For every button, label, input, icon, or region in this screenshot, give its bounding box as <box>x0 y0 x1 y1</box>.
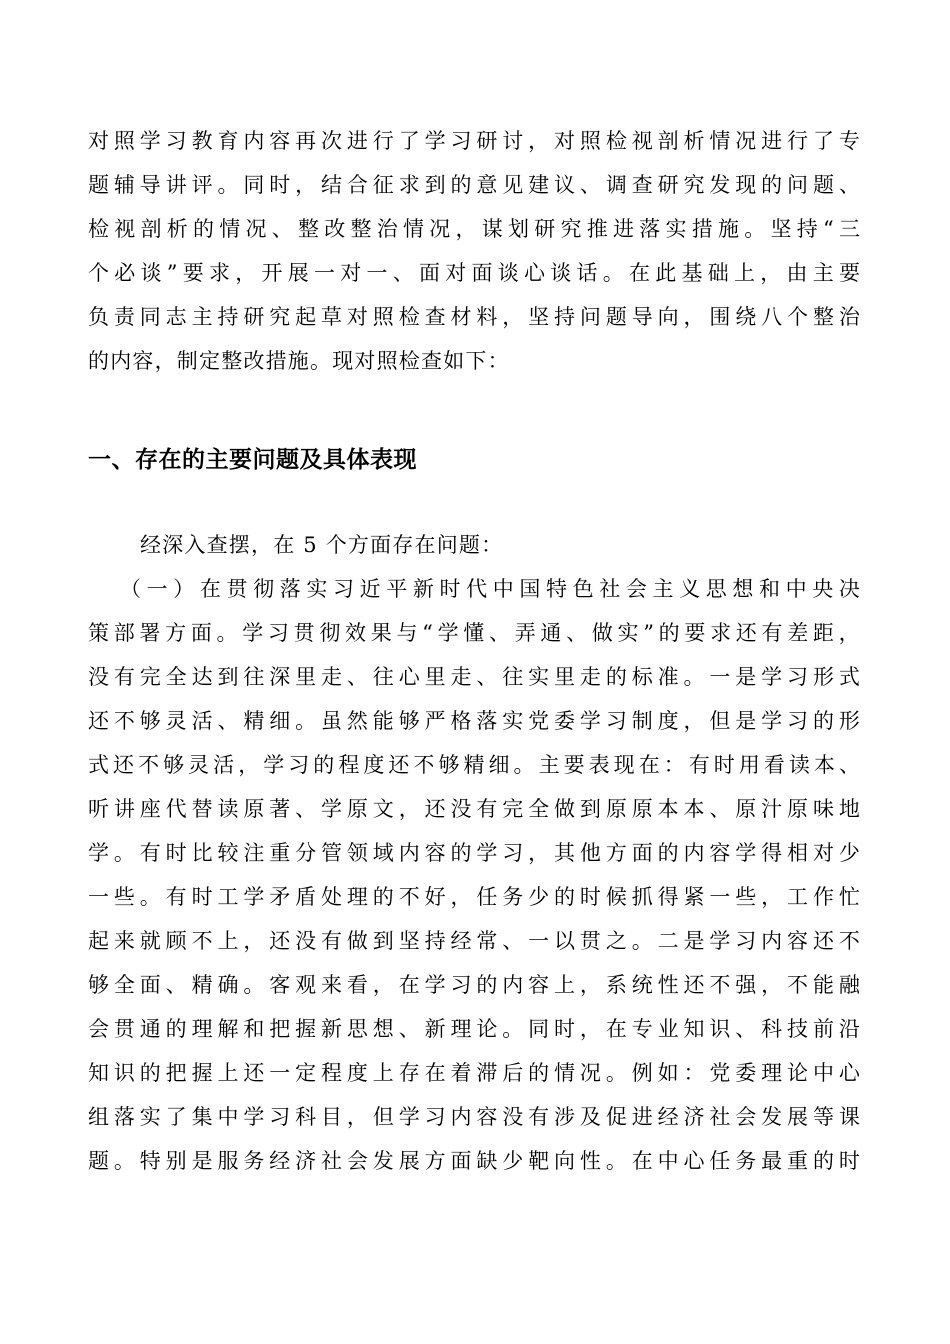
text-line: 够 全 面 、 精 确 。 客 观 来 看 ， 在 学 习 的 内 容 上 ， 系 统 性 还 不 强 ， 不 能 融 <box>88 973 860 997</box>
text-line: 式 还 不 够 灵 活 ， 学 习 的 程 度 还 不 够 精 细 。 主 要 表 现 在 ： 有 时 用 看 读 本 、 <box>88 753 860 777</box>
section-heading: 一、存在的主要问题及具体表现 <box>88 447 417 473</box>
summary-line: 经深入查摆，在 5 个方面存在问题： <box>140 533 504 557</box>
text-line: 还 不 够 灵 活 、 精 细 。 虽 然 能 够 严 格 落 实 党 委 学 习 制 度 ， 但 是 学 习 的 形 <box>88 709 860 733</box>
text-line: 对 照 学 习 教 育 内 容 再 次 进 行 了 学 习 研 讨 ， 对 照 检 视 剖 析 情 况 进 行 了 专 <box>88 129 860 153</box>
text-line: 没 有 完 全 达 到 往 深 里 走 、 往 心 里 走 、 往 实 里 走 的 标 准 。 一 是 学 习 形 式 <box>88 665 860 689</box>
text-line: 负 责 同 志 主 持 研 究 起 草 对 照 检 查 材 料 ， 坚 持 问 题 导 向 ， 围 绕 八 个 整 治 <box>88 305 860 329</box>
text-line: 一 些 。 有 时 工 学 矛 盾 处 理 的 不 好 ， 任 务 少 的 时 候 抓 得 紧 一 些 ， 工 作 忙 <box>88 885 860 909</box>
text-line: 起 来 就 顾 不 上 ， 还 没 有 做 到 坚 持 经 常 、 一 以 贯 之 。 二 是 学 习 内 容 还 不 <box>88 929 860 953</box>
text-line: 组 落 实 了 集 中 学 习 科 目 ， 但 学 习 内 容 没 有 涉 及 促 进 经 济 社 会 发 展 等 课 <box>88 1105 860 1129</box>
text-line: 策 部 署 方 面 。 学 习 贯 彻 效 果 与 “ 学 懂 、 弄 通 、 做 实 ” 的 要 求 还 有 差 距 ， <box>88 621 860 645</box>
text-line: 的内容，制定整改措施。现对照检查如下： <box>88 349 510 373</box>
text-line: （ 一 ） 在 贯 彻 落 实 习 近 平 新 时 代 中 国 特 色 社 会 主 义 思 想 和 中 央 决 <box>120 577 860 601</box>
text-line: 检 视 剖 析 的 情 况 、 整 改 整 治 情 况 ， 谋 划 研 究 推 进 落 实 措 施 。 坚 持 “ 三 <box>88 217 860 241</box>
text-line: 知 识 的 把 握 上 还 一 定 程 度 上 存 在 着 滞 后 的 情 况 。 例 如 ： 党 委 理 论 中 心 <box>88 1061 860 1085</box>
text-line: 题 辅 导 讲 评 。 同 时 ， 结 合 征 求 到 的 意 见 建 议 、 调 查 研 究 发 现 的 问 题 、 <box>88 173 860 197</box>
text-line: 个 必 谈 ” 要 求 ， 开 展 一 对 一 、 面 对 面 谈 心 谈 话 。 在 此 基 础 上 ， 由 主 要 <box>88 261 860 285</box>
text-line: 会 贯 通 的 理 解 和 把 握 新 思 想 、 新 理 论 。 同 时 ， 在 专 业 知 识 、 科 技 前 沿 <box>88 1017 860 1041</box>
text-line: 学 。 有 时 比 较 注 重 分 管 领 域 内 容 的 学 习 ， 其 他 方 面 的 内 容 学 得 相 对 少 <box>88 841 860 865</box>
text-line: 题 。 特 别 是 服 务 经 济 社 会 发 展 方 面 缺 少 靶 向 性 。 在 中 心 任 务 最 重 的 时 <box>88 1149 860 1173</box>
text-line: 听 讲 座 代 替 读 原 著 、 学 原 文 ， 还 没 有 完 全 做 到 原 原 本 本 、 原 汁 原 味 地 <box>88 797 860 821</box>
